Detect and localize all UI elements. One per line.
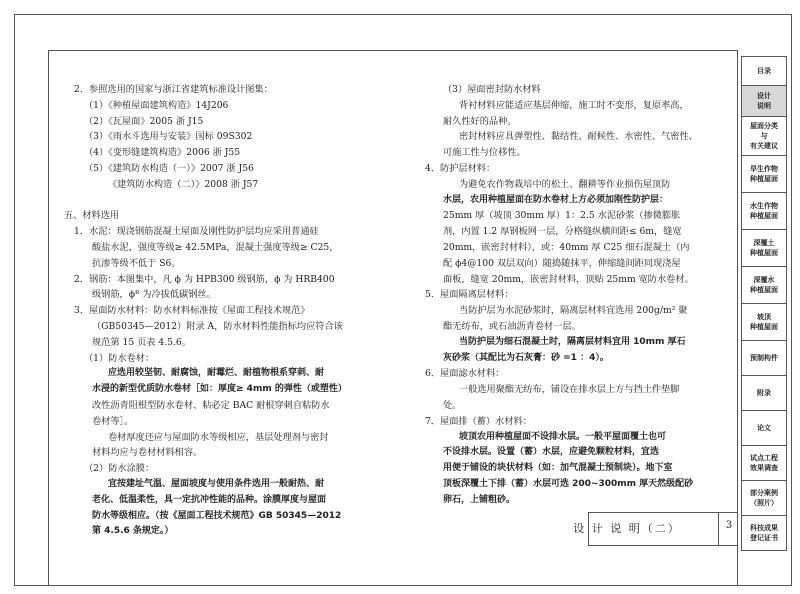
text-line: 密封材料应具弹塑性、黏结性、耐候性、水密性、气密性、 [459,131,698,143]
text-line: 面板，缝宽 20mm，嵌密封材料，顶贴 25mm 宽防水卷材。 [443,273,694,285]
text-line: 为避免农作物栽培中的松土、翻耕等作业损伤屋顶防 [459,178,671,190]
text-line: 改性沥青阻根型防水卷材、粘必定 BAC 耐根穿刺自粘防水 [92,399,330,411]
nav-item-label: 科技成果 登记证书 [750,524,778,542]
text-line: 酸盐水泥，强度等级≥ 42.5MPa，混凝土强度等级≥ C25， [92,241,339,253]
nav-item-label: 附录 [757,389,771,397]
text-line: 卷材等］。 [92,415,134,427]
left-column [64,82,404,540]
nav-item[interactable] [741,116,787,156]
text-line: 抗渗等级不低于 S6。 [92,257,181,269]
nav-item-label: 部分案例 （照片） [750,489,778,507]
text-line: 可施工性与位移性。 [443,147,526,159]
nav-item-label: 试点工程 效果调查 [750,454,778,472]
text-line: 五、材料选用 [64,210,120,222]
text-line: 剂，内置 1.2 厚钢板网一层，分格缝纵横间距≤ 6m，缝宽 [443,226,682,238]
nav-item[interactable] [741,85,787,117]
nav-item-label: 深覆水 种植屋面 [750,276,778,294]
text-line: 配 ϕ4@100 双层双向）随捣随抹平，伸缩缝间距同现浇屋 [443,257,681,269]
sheet-title: 设 计 说 明（二） [573,522,681,535]
right-column [425,82,733,509]
nav-item-label: 坡顶 种植屋面 [750,313,778,331]
text-line: 不设排水层。设置（蓄）水层，应避免颗粒材料，宜选 [443,447,660,458]
text-line: 防水等级相应。（按《屋面工程技术规范》GB 50345—2012 [92,510,342,521]
nav-item[interactable] [741,515,787,551]
nav-item[interactable] [741,192,787,230]
text-line: 材料均应与卷材材料相容。 [92,447,203,459]
text-line: 7．屋面排（蓄）水材料： [425,415,532,427]
nav-item-label: 深覆土 种植屋面 [750,239,778,257]
text-line: 处。 [443,399,462,411]
text-line: 宜按建址气温、屋面坡度与使用条件选用一般耐热、耐 [108,478,325,489]
text-line: 级钢筋，ϕᴿ 为冷拔低碳钢丝。 [92,289,216,301]
text-line: 25mm 厚（坡顶 30mm 厚）1：2.5 水泥砂浆（掺微膨胀 [443,210,681,222]
text-line: 当防护层为细石混凝土时，隔离层材料宜用 10mm 厚石 [459,336,686,347]
text-line: 规范第 15 页表 4.5.6。 [92,336,191,348]
text-line: （5）《建筑防水构造（一）》2007 浙 J56 [84,162,254,174]
nav-item-label: 旱生作物 种植屋面 [750,165,778,183]
text-line: 水浸的新型优质防水卷材［如：厚度≥ 4mm 的弹性（或塑性） [92,384,347,395]
nav-item[interactable] [741,155,787,193]
text-line: 5．屋面隔离层材料： [425,289,514,301]
nav-item-label: 预制构件 [750,354,778,362]
nav-item[interactable] [741,410,787,446]
text-line: （1）《种植屋面建筑构造》14J206 [84,99,229,111]
nav-item[interactable] [741,303,787,341]
text-line: 第 4.5.6 条规定。） [92,526,174,537]
nav-item[interactable] [741,56,787,86]
text-line [64,193,404,209]
text-line: （4）《变形缝建筑构造》2006 浙 J55 [84,147,241,159]
nav-item-label: 水生作物 种植屋面 [750,202,778,220]
page-number: 3 [725,520,733,531]
nav-item[interactable] [741,340,787,376]
text-line: 卷材厚度还应与屋面防水等级相应，基层处理剂与密封 [108,431,329,443]
text-line: 耐久性好的品种。 [443,115,517,127]
text-line: 卵石，上铺粗砂。 [443,494,516,505]
text-line: 水层，农用种植屋面在防水卷材上方必须加刚性防护层： [443,194,669,205]
text-line: 背衬材料应能适应基层伸缩，施工时不变形，复原率高， [459,99,689,111]
nav-item-label: 目录 [757,67,771,75]
nav-item-label: 设计 说明 [757,92,771,110]
text-line: 酯无纺布，或石油沥青卷材一层。 [443,320,581,332]
text-line: 1．水泥：现浇钢筋混凝土屋面及刚性防护层均应采用普通硅 [74,226,319,238]
nav-item-label: 屋面分类 与 有关建议 [750,122,778,150]
text-line: （2）《瓦屋面》2005 浙 J15 [84,115,204,127]
text-line: （1）防水卷材： [84,352,155,364]
nav-item[interactable] [741,266,787,304]
text-line: 应选用较坚韧、耐腐蚀，耐霉烂、耐植物根系穿刺、耐 [108,368,325,379]
text-line: 《建筑防水构造（二）》2008 浙 J57 [108,178,259,190]
text-line: 2．参照选用的国家与浙江省建筑标准设计图集： [74,84,273,95]
text-line: 2．钢筋：本图集中，凡 ϕ 为 HPB300 级钢筋，ϕ 为 HRB400 [74,273,335,285]
nav-item[interactable] [741,229,787,267]
text-line: 老化、低温柔性，具一定抗冲性能的品种。涂膜厚度与屋面 [92,494,327,505]
text-line: 灰砂浆（其配比为石灰膏：砂 =1 ：4）。 [443,352,609,363]
text-line: （3）屋面密封防水材料 [443,84,541,95]
nav-item[interactable] [741,480,787,516]
text-line: 当防护层为水泥砂浆时，隔离层材料宜选用 200g/m² 聚 [459,305,688,317]
text-line: 4．防护层材料： [425,162,496,174]
text-line: 一般选用聚酯无纺布，铺设在排水层上方与挡土件垫脚 [459,384,680,396]
text-line: 坡顶农用种植屋面不设排水层。一般平屋面覆土也可 [459,431,667,442]
text-line: （GB50345—2012）附录 A，防水材料性能指标均应符合该 [92,320,343,332]
nav-item[interactable] [741,375,787,411]
text-line: 用便于铺设的块状材料（如：加气混凝土预制块）。地下室 [443,463,673,474]
text-line: （3）《雨水斗选用与安装》国标 09S302 [84,131,253,143]
text-line: 6．屋面滤水材料： [425,368,505,380]
nav-item-label: 论文 [757,424,771,432]
text-line: 顶板深覆土下排（蓄）水层可选 200~300mm 厚天然级配砂 [443,478,694,489]
nav-item[interactable] [741,445,787,481]
text-line: 3．屋面防水材料：防水材料标准按《屋面工程技术规范》 [74,305,310,317]
text-line: 20mm，嵌密封材料），或：40mm 厚 C25 细石混凝土（内 [443,241,690,253]
text-line: （2）防水涂膜： [84,463,155,475]
